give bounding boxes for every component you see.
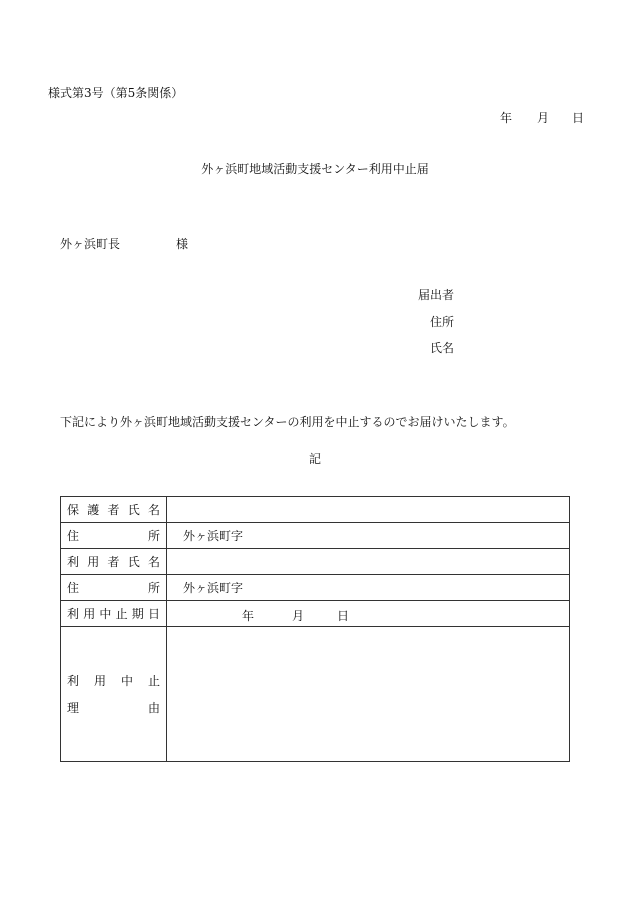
label-char: 理 <box>67 701 80 715</box>
label-char: 所 <box>147 529 160 543</box>
label-char: 護 <box>87 503 100 517</box>
label-char: 住 <box>67 529 80 543</box>
addressee-honorific: 様 <box>176 237 189 251</box>
date-year-label: 年 <box>500 111 513 125</box>
label-char: 者 <box>107 555 120 569</box>
label-char: 止 <box>115 607 128 621</box>
label-char: 名 <box>147 503 160 517</box>
guardian-name-field[interactable] <box>167 497 570 523</box>
label-char: 期 <box>131 607 144 621</box>
date-day-label: 日 <box>572 111 585 125</box>
label-char: 利 <box>67 607 80 621</box>
table-row-guardian-name <box>61 497 570 523</box>
guardian-name-label <box>61 497 167 523</box>
label-char: 住 <box>67 581 80 595</box>
label-char: 用 <box>87 555 100 569</box>
label-char: 者 <box>107 503 120 517</box>
label-char: 名 <box>147 555 160 569</box>
label-char: 日 <box>147 607 160 621</box>
label-char: 利 <box>67 674 80 688</box>
stop-date-day-label: 日 <box>337 609 350 623</box>
stop-date-label <box>61 601 167 627</box>
user-address-label <box>61 575 167 601</box>
applicant-label: 届出者 <box>418 288 455 302</box>
label-char: 由 <box>147 701 160 715</box>
table-row-stop-date <box>61 601 570 627</box>
reason-label <box>61 627 167 762</box>
user-address-field[interactable]: 外ヶ浜町字 <box>167 575 570 601</box>
ki-heading: 記 <box>308 452 321 466</box>
label-char: 中 <box>99 607 112 621</box>
user-name-label <box>61 549 167 575</box>
label-char: 止 <box>147 674 160 688</box>
table-row-reason <box>61 627 570 762</box>
statement-text: 下記により外ヶ浜町地域活動支援センターの利用を中止するのでお届けいたします。 <box>60 415 515 429</box>
label-char: 中 <box>120 674 133 688</box>
table-row-guardian-address <box>61 523 570 549</box>
table-row-user-name <box>61 549 570 575</box>
label-char: 用 <box>83 607 96 621</box>
document-title: 外ヶ浜町地域活動支援センター利用中止届 <box>201 162 429 176</box>
table-row-user-address <box>61 575 570 601</box>
label-char: 用 <box>93 674 106 688</box>
guardian-address-field[interactable]: 外ヶ浜町字 <box>167 523 570 549</box>
date-month-label: 月 <box>537 111 550 125</box>
reason-field[interactable] <box>167 627 570 762</box>
label-char: 氏 <box>127 555 140 569</box>
addressee-name: 外ヶ浜町長 <box>60 237 121 251</box>
label-char: 保 <box>67 503 80 517</box>
form-number: 様式第3号（第5条関係） <box>48 86 184 100</box>
label-char: 所 <box>147 581 160 595</box>
stop-date-year-label: 年 <box>242 609 255 623</box>
stop-date-month-label: 月 <box>292 609 305 623</box>
user-name-field[interactable] <box>167 549 570 575</box>
detail-table <box>60 496 570 762</box>
guardian-address-label <box>61 523 167 549</box>
label-char: 利 <box>67 555 80 569</box>
stop-date-field[interactable] <box>167 601 570 627</box>
applicant-address-label: 住所 <box>430 315 455 329</box>
applicant-name-label: 氏名 <box>430 341 455 355</box>
label-char: 氏 <box>127 503 140 517</box>
